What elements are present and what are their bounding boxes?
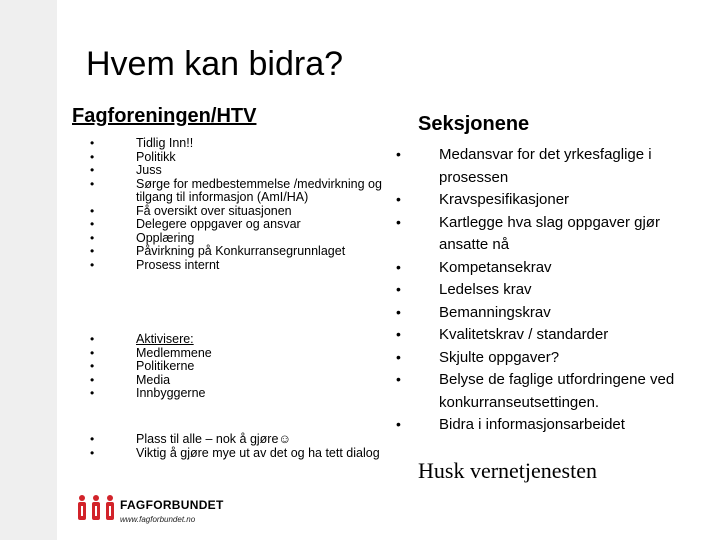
- left-list-group-1: [73, 137, 383, 272]
- list-item-text: Aktivisere:: [136, 332, 194, 346]
- list-item: [73, 232, 383, 246]
- list-item-text: Politikk: [136, 149, 176, 164]
- bullet-icon: •: [90, 386, 95, 400]
- bullet-icon: •: [90, 136, 95, 150]
- list-item: [73, 164, 383, 178]
- bullet-icon: •: [90, 432, 95, 446]
- bullet-icon: •: [90, 244, 95, 258]
- list-item-text: Kravspesifikasjoner: [439, 191, 570, 208]
- list-item: [73, 137, 383, 151]
- list-item-text: Delegere oppgaver og ansvar: [136, 217, 301, 231]
- right-list: [396, 144, 706, 437]
- logo-url: www.fagforbundet.no: [120, 515, 196, 524]
- right-column-heading: Seksjonene: [418, 113, 530, 135]
- list-item: [396, 212, 706, 257]
- left-column-heading: Fagforeningen/HTV: [72, 105, 257, 127]
- bullet-icon: •: [396, 348, 401, 365]
- list-item-text: Prosess internt: [136, 257, 220, 272]
- list-item-text: Juss: [136, 163, 162, 177]
- list-item: [73, 387, 383, 401]
- list-item: [73, 151, 383, 165]
- list-item-text: Kompetansekrav: [439, 258, 552, 276]
- list-item: [396, 257, 706, 280]
- bullet-icon: •: [90, 217, 95, 231]
- side-band: [0, 0, 57, 540]
- list-item-text: Medlemmene: [136, 345, 212, 360]
- list-item-text: Innbyggerne: [136, 386, 206, 400]
- bullet-icon: •: [396, 213, 401, 230]
- bullet-icon: •: [396, 281, 401, 297]
- list-item-text: Påvirkning på Konkurransegrunnlaget: [136, 244, 346, 258]
- bullet-icon: •: [396, 416, 401, 432]
- left-list-group-2: [73, 333, 383, 401]
- list-item-text: Tidlig Inn!!: [136, 136, 194, 150]
- list-item: [73, 433, 383, 447]
- bullet-icon: •: [396, 303, 401, 320]
- list-item: [396, 189, 706, 212]
- list-item-text: Ledelses krav: [439, 281, 532, 298]
- list-item-text: Politikerne: [136, 359, 195, 373]
- bullet-icon: •: [90, 445, 95, 460]
- note-text: Husk vernetjenesten: [418, 458, 597, 483]
- list-item: [396, 347, 706, 370]
- list-item-text: Media: [136, 372, 171, 387]
- list-item-text: Skjulte oppgaver?: [439, 348, 560, 366]
- bullet-icon: •: [90, 230, 95, 245]
- list-item-text: Kartlegge hva slag oppgaver gjør ansatte nå: [439, 213, 660, 253]
- bullet-icon: •: [90, 257, 95, 272]
- list-item: [73, 205, 383, 219]
- bullet-icon: •: [90, 359, 95, 373]
- bullet-icon: •: [90, 372, 95, 387]
- list-item-text: Sørge for medbestemmelse /medvirkning og tilgang til informasjon (AmI/HA): [136, 176, 382, 204]
- bullet-icon: •: [396, 258, 401, 275]
- list-item: [73, 333, 383, 347]
- slide-title: Hvem kan bidra?: [86, 45, 344, 83]
- bullet-icon: •: [396, 191, 401, 207]
- list-item: [73, 245, 383, 259]
- bullet-icon: •: [396, 371, 401, 387]
- list-item-text: Opplæring: [136, 230, 195, 245]
- list-item: [73, 374, 383, 388]
- bullet-icon: •: [90, 332, 95, 346]
- bullet-icon: •: [396, 326, 401, 342]
- list-item: [396, 279, 706, 302]
- left-list-group-3: [73, 433, 383, 460]
- bullet-icon: •: [396, 146, 401, 162]
- list-item-text: Viktig å gjøre mye ut av det og ha tett dialog: [136, 445, 380, 460]
- fagforbundet-logo: [76, 490, 224, 530]
- bullet-icon: •: [90, 345, 95, 360]
- list-item-text: Få oversikt over situasjonen: [136, 203, 292, 218]
- list-item: [73, 347, 383, 361]
- bullet-icon: •: [90, 203, 95, 218]
- list-item-text: Kvalitetskrav / standarder: [439, 326, 609, 343]
- list-item: [73, 178, 383, 205]
- logo-figures-icon: [76, 494, 116, 524]
- list-item: [396, 302, 706, 325]
- list-item: [73, 259, 383, 273]
- list-item-text: Belyse de faglige utfordringene ved konkurranseutsettingen.: [439, 371, 675, 411]
- list-item: [73, 360, 383, 374]
- list-item: [396, 144, 706, 189]
- list-item: [73, 218, 383, 232]
- list-item: [396, 414, 706, 437]
- list-item: [73, 447, 383, 461]
- list-item-text: Plass til alle – nok å gjøre☺: [136, 432, 292, 446]
- list-item-text: Bemanningskrav: [439, 303, 551, 321]
- list-item-text: Medansvar for det yrkesfaglige i prosessen: [439, 146, 652, 186]
- list-item: [396, 369, 706, 414]
- logo-name: FAGFORBUNDET: [120, 498, 224, 512]
- bullet-icon: •: [90, 149, 95, 164]
- list-item: [396, 324, 706, 347]
- list-item-text: Bidra i informasjonsarbeidet: [439, 416, 625, 433]
- bullet-icon: •: [90, 163, 95, 177]
- bullet-icon: •: [90, 176, 95, 191]
